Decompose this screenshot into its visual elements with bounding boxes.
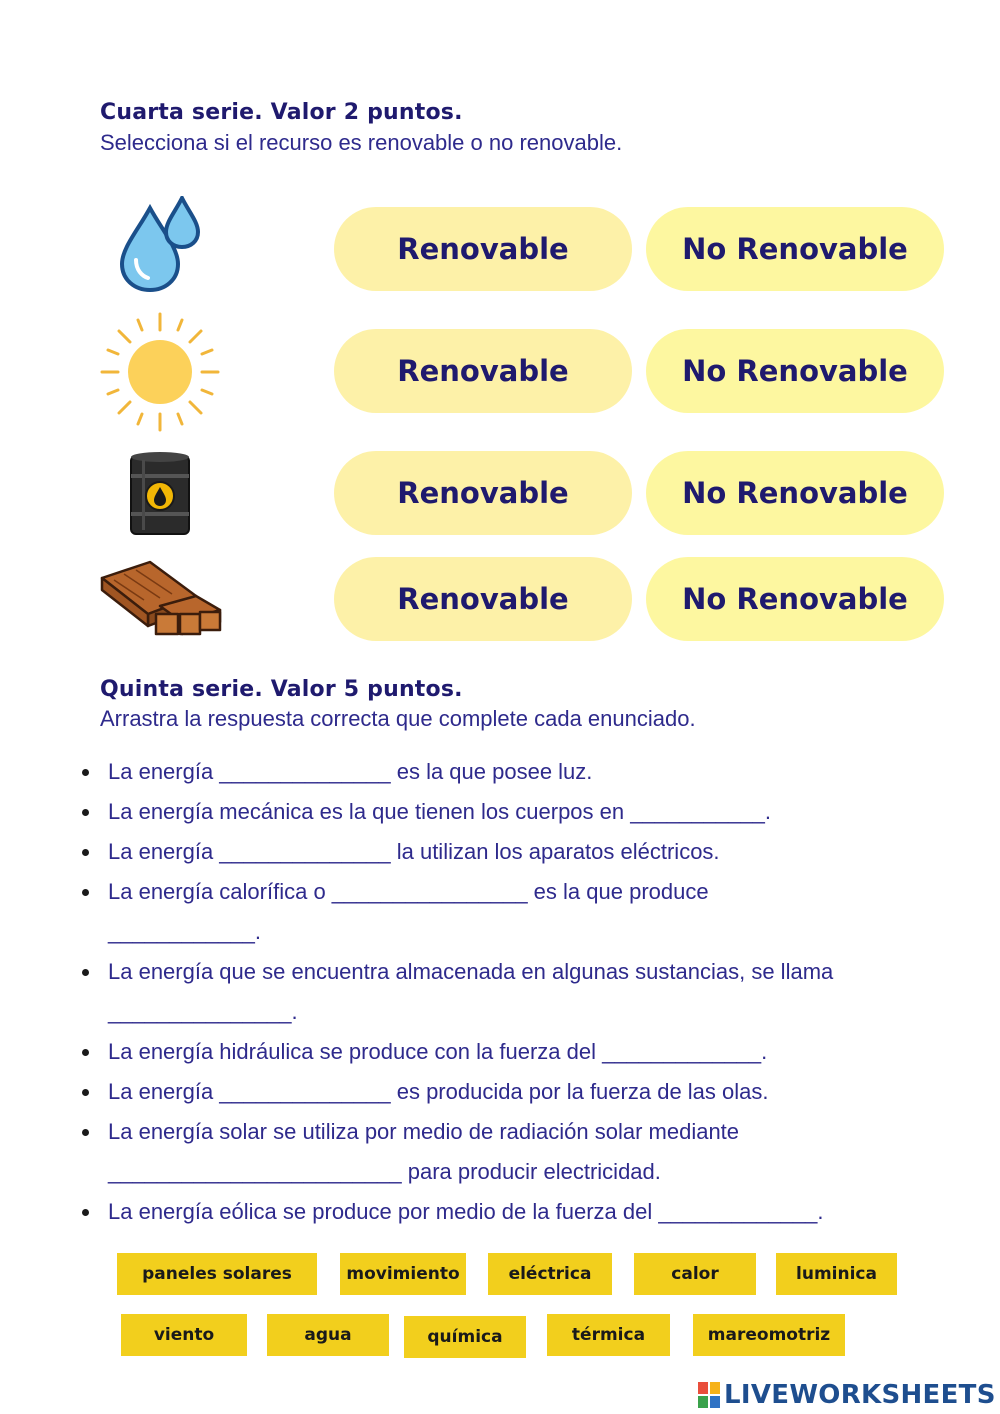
list-item — [78, 872, 978, 952]
statement-text: La energía mecánica es la que tienen los cuerpos en ___________. — [108, 799, 771, 824]
section5-title: Quinta serie. Valor 5 puntos. — [100, 677, 463, 702]
section4-instruction: Selecciona si el recurso es renovable o no renovable. — [100, 130, 623, 155]
list-item — [78, 752, 978, 792]
statement-text: La energía calorífica o ________________ es la que produce — [108, 879, 709, 904]
statement-text: La energía ______________ la utilizan los aparatos eléctricos. — [108, 839, 720, 864]
answer-chip-electrica[interactable]: eléctrica — [488, 1253, 612, 1295]
row1-no-renovable-button[interactable]: No Renovable — [646, 207, 944, 291]
row3-no-renovable-button[interactable]: No Renovable — [646, 451, 944, 535]
oil-barrel-icon — [128, 450, 192, 538]
answer-chip-movimiento[interactable]: movimiento — [340, 1253, 466, 1295]
list-item — [78, 1192, 978, 1232]
list-item — [78, 1112, 978, 1192]
list-item — [78, 952, 978, 1032]
list-item — [78, 832, 978, 872]
row2-renovable-button[interactable]: Renovable — [334, 329, 632, 413]
wood-logs-icon — [100, 556, 224, 636]
statement-text: La energía eólica se produce por medio de la fuerza del _____________. — [108, 1199, 824, 1224]
answer-chip-luminica[interactable]: luminica — [776, 1253, 897, 1295]
sun-icon — [100, 312, 220, 432]
statement-text: La energía ______________ es la que posee luz. — [108, 759, 593, 784]
answer-chip-termica[interactable]: térmica — [547, 1314, 670, 1356]
list-item — [78, 1072, 978, 1112]
answer-chip-paneles-solares[interactable]: paneles solares — [117, 1253, 317, 1295]
liveworksheets-mark-icon — [698, 1382, 720, 1408]
list-item — [78, 1032, 978, 1072]
answer-chip-mareomotriz[interactable]: mareomotriz — [693, 1314, 845, 1356]
row2-no-renovable-button[interactable]: No Renovable — [646, 329, 944, 413]
statement-text: La energía ______________ es producida por la fuerza de las olas. — [108, 1079, 769, 1104]
answer-chip-calor[interactable]: calor — [634, 1253, 756, 1295]
logo-text: LIVEWORKSHEETS — [724, 1380, 996, 1410]
row3-renovable-button[interactable]: Renovable — [334, 451, 632, 535]
liveworksheets-logo — [698, 1380, 996, 1410]
section4-title: Cuarta serie. Valor 2 puntos. — [100, 100, 463, 125]
row4-renovable-button[interactable]: Renovable — [334, 557, 632, 641]
statement-continuation: ____________. — [108, 919, 261, 944]
statement-text: La energía hidráulica se produce con la fuerza del _____________. — [108, 1039, 768, 1064]
answer-chip-viento[interactable]: viento — [121, 1314, 247, 1356]
section5-instruction: Arrastra la respuesta correcta que complete cada enunciado. — [100, 706, 696, 731]
statement-text: La energía que se encuentra almacenada en algunas sustancias, se llama — [108, 959, 834, 984]
row4-no-renovable-button[interactable]: No Renovable — [646, 557, 944, 641]
answer-chip-quimica[interactable]: química — [404, 1316, 526, 1358]
statement-list — [78, 752, 978, 1232]
list-item — [78, 792, 978, 832]
statement-continuation: _______________. — [108, 999, 298, 1024]
answer-chip-agua[interactable]: agua — [267, 1314, 389, 1356]
row1-renovable-button[interactable]: Renovable — [334, 207, 632, 291]
water-drops-icon — [118, 196, 202, 292]
statement-continuation: ________________________ para producir electricidad. — [108, 1159, 661, 1184]
statement-text: La energía solar se utiliza por medio de radiación solar mediante — [108, 1119, 740, 1144]
